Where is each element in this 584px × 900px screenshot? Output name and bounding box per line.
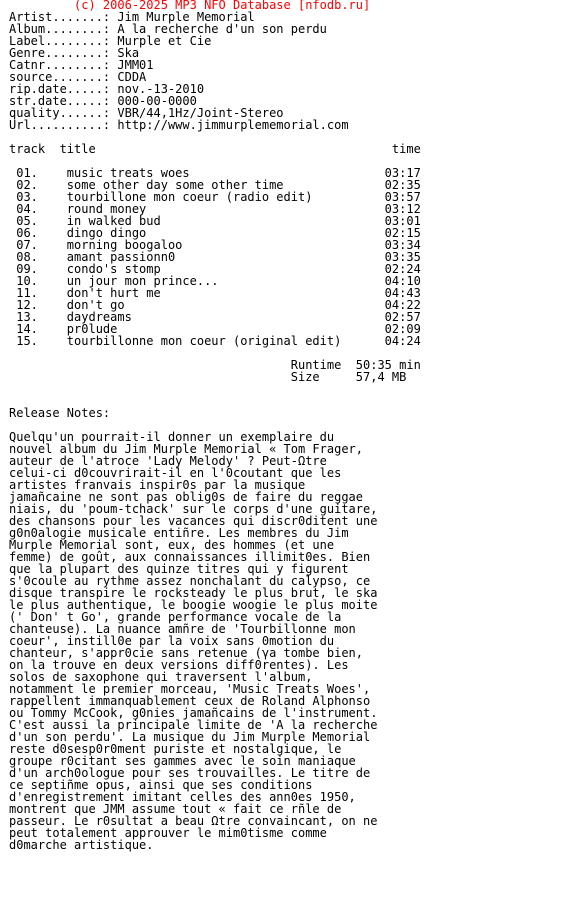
info-quality: quality......: VBR/44,1Hz/Joint-Stereo: [9, 106, 284, 120]
release-notes-line: celui-ci d0couvrirait-il en l'0coutant que les: [9, 466, 342, 480]
nfo-document: [9, 0, 421, 851]
release-notes-line: jamañcaine ne sont pas oblig0s de faire du reggae: [9, 490, 364, 504]
release-notes-line: ou Tommy McCook, g0nies jamañcains de l'instrument.: [9, 706, 378, 720]
release-notes-line: ce septiñme opus, ainsi que ses conditions: [9, 778, 313, 792]
track-row: 01. music treats woes 03:17: [9, 166, 421, 180]
release-notes-line: rappellent immanquablement ceux de Roland Alphonso: [9, 694, 371, 708]
copyright-header: (c) 2006-2025 MP3 NFO Database [nfodb.ru]: [9, 0, 371, 12]
release-notes-line: d0marche artistique.: [9, 838, 154, 852]
release-notes-line: montrent que JMM assume tout « fait ce rñle de: [9, 802, 342, 816]
release-notes-line: disque transpire le rocksteady le plus brut, le ska: [9, 586, 378, 600]
runtime-summary: Runtime 50:35 min: [9, 358, 421, 372]
release-notes-line: d'un son perdu'. La musique du Jim Murple Memorial: [9, 730, 371, 744]
release-notes-line: niais, du 'poum-tchack' sur le corps d'une guitare,: [9, 502, 378, 516]
release-notes-line: le plus authentique, le boogie woogie le plus moite: [9, 598, 378, 612]
release-notes-line: solos de saxophone qui traversent l'album,: [9, 670, 313, 684]
track-row: 10. un jour mon prince... 04:10: [9, 274, 421, 288]
track-row: 13. daydreams 02:57: [9, 310, 421, 324]
release-notes-line: auteur de l'atroce 'Lady Melody' ? Peut-Ωtre: [9, 454, 327, 468]
tracklist-header: track title time: [9, 142, 421, 156]
track-row: 12. don't go 04:22: [9, 298, 421, 312]
release-notes-line: d'un arch0ologue pour ses trouvailles. Le titre de: [9, 766, 371, 780]
info-genre: Genre........: Ska: [9, 46, 140, 60]
release-notes-line: coeur', instill0e par la voix sans 0motion du: [9, 634, 335, 648]
release-notes-line: on la trouve en deux versions diff0rentes). Les: [9, 658, 349, 672]
track-row: 15. tourbillonne mon coeur (original edit) 04:24: [9, 334, 421, 348]
release-notes-line: d'enregistrement imitant celles des ann0es 1950,: [9, 790, 356, 804]
track-row: 11. don't hurt me 04:43: [9, 286, 421, 300]
track-row: 04. round money 03:12: [9, 202, 421, 216]
release-notes-line: chanteur, s'appr0cie sans retenue (γa tombe bien,: [9, 646, 364, 660]
info-catnr: Catnr........: JMM01: [9, 58, 154, 72]
release-notes-line: artistes franvais inspir0s par la musique: [9, 478, 306, 492]
info-rip-date: rip.date.....: nov.-13-2010: [9, 82, 205, 96]
release-notes-line: que la plupart des quinze titres qui y figurent: [9, 562, 349, 576]
info-str-date: str.date.....: 000-00-0000: [9, 94, 197, 108]
track-row: 03. tourbillone mon coeur (radio edit) 03:57: [9, 190, 421, 204]
release-notes-line: (' Don' t Go', grande performance vocale de la: [9, 610, 342, 624]
release-notes-line: C'est aussi la principale limite de 'A la recherche: [9, 718, 378, 732]
release-notes-line: nouvel album du Jim Murple Memorial « Tom Frager,: [9, 442, 364, 456]
release-notes-line: Quelqu'un pourrait-il donner un exemplaire du: [9, 430, 335, 444]
info-album: Album........: A la recherche d'un son perdu: [9, 22, 327, 36]
release-notes-line: notamment le premier morceau, 'Music Treats Woes',: [9, 682, 371, 696]
info-source: source.......: CDDA: [9, 70, 147, 84]
blank-line: [9, 383, 421, 395]
track-row: 02. some other day some other time 02:35: [9, 178, 421, 192]
track-row: 08. amant passionn0 03:35: [9, 250, 421, 264]
size-summary: Size 57,4 MB: [9, 370, 407, 384]
release-notes-title: Release Notes:: [9, 406, 111, 420]
info-url: Url..........: http://www.jimmurplememorial.com: [9, 118, 349, 132]
release-notes-line: des chansons pour les vacances qui discr0ditent une: [9, 514, 378, 528]
track-row: 14. pr0lude 02:09: [9, 322, 421, 336]
info-artist: Artist.......: Jim Murple Memorial: [9, 10, 255, 24]
release-notes-line: Murple Memorial sont, eux, des hommes (et une: [9, 538, 335, 552]
track-row: 06. dingo dingo 02:15: [9, 226, 421, 240]
info-label: Label........: Murple et Cie: [9, 34, 212, 48]
release-notes-line: chanteuse). La nuance amñre de 'Tourbillonne mon: [9, 622, 356, 636]
release-notes-line: reste d0sesp0r0ment puriste et nostalgique, le: [9, 742, 342, 756]
track-row: 09. condo's stomp 02:24: [9, 262, 421, 276]
release-notes-line: s'0coule au rythme assez nonchalant du calypso, ce: [9, 574, 371, 588]
track-row: 05. in walked bud 03:01: [9, 214, 421, 228]
track-row: 07. morning boogaloo 03:34: [9, 238, 421, 252]
release-notes-line: femme) de goût, aux connaissances illimit0es. Bien: [9, 550, 371, 564]
release-notes-line: peut totalement approuver le mim0tisme comme: [9, 826, 327, 840]
release-notes-line: passeur. Le r0sultat a beau Ωtre convaincant, on ne: [9, 814, 378, 828]
release-notes-line: g0n0alogie musicale entiñre. Les membres du Jim: [9, 526, 349, 540]
release-notes-line: groupe r0citant ses gammes avec le soin maniaque: [9, 754, 356, 768]
